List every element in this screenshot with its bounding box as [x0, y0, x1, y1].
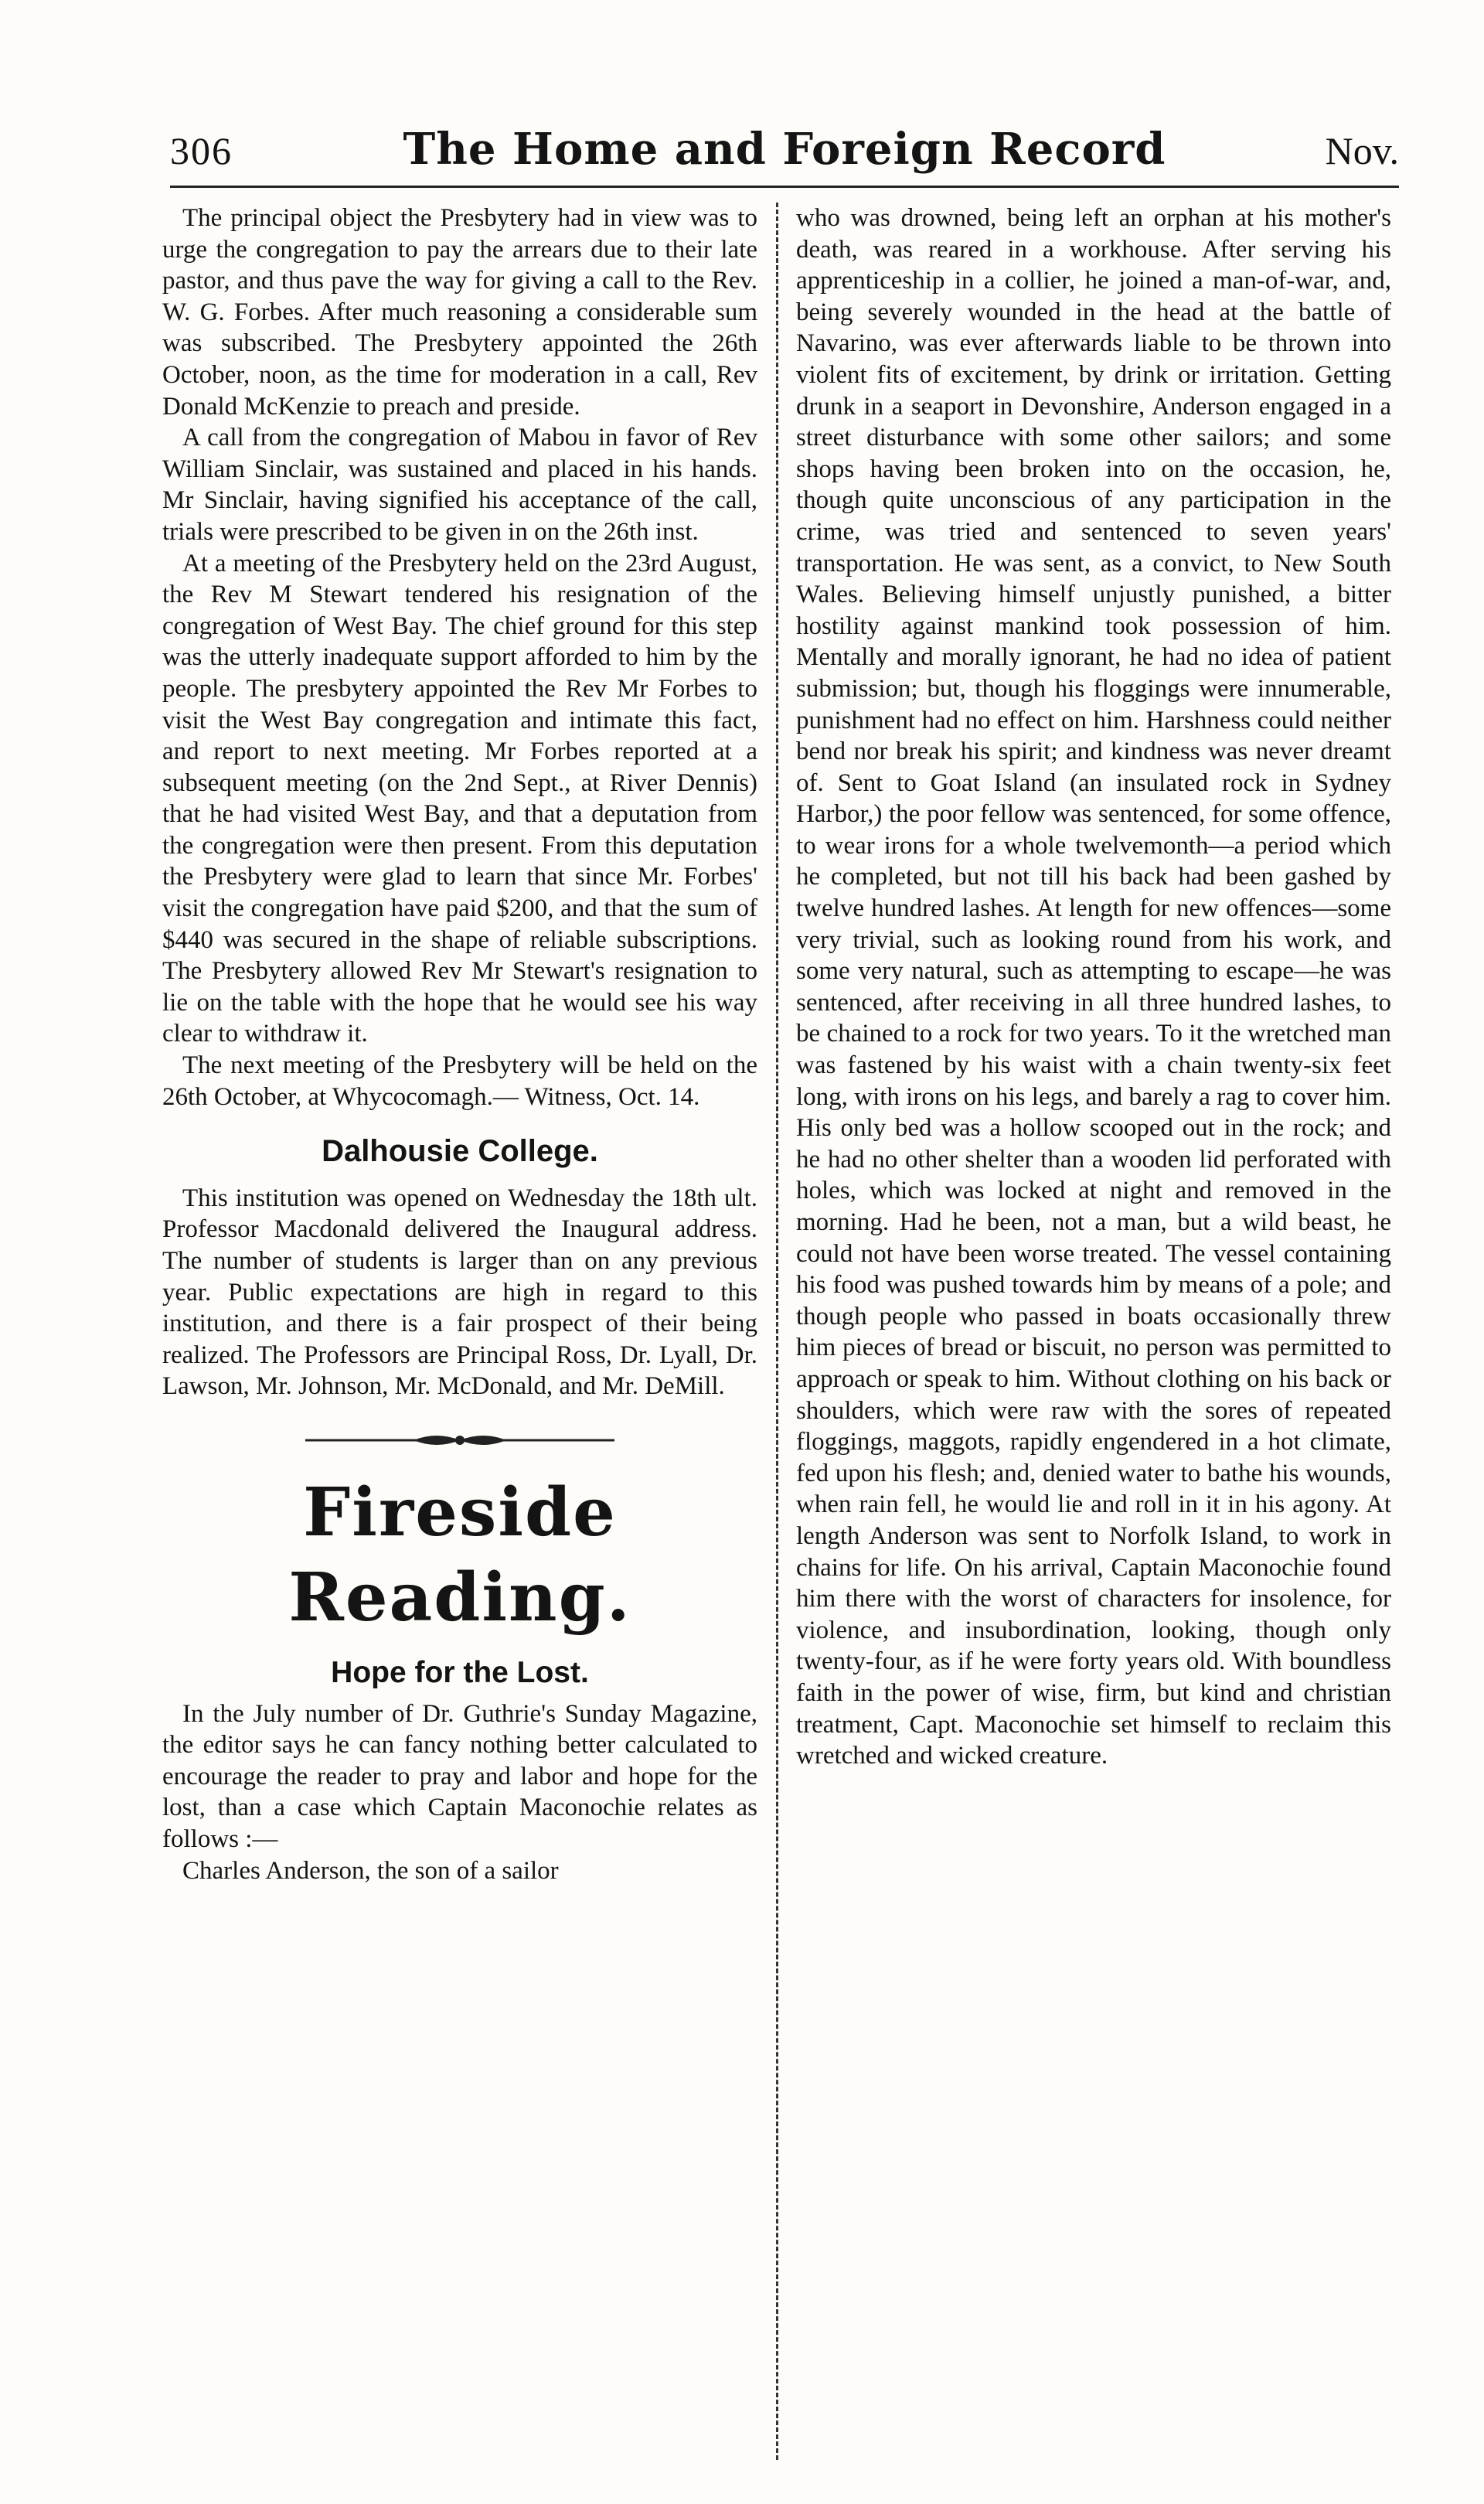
ornament-divider [162, 1429, 757, 1452]
presbytery-paragraph-2: A call from the congregation of Mabou in favor of Rev William Sinclair, was sustained and placed in his hands. Mr Sinclair, having signified his acceptance of the call, trials were prescribed to be given in on the 26th inst. [162, 424, 757, 546]
presbytery-paragraph-3: At a meeting of the Presbytery held on the 23rd August, the Rev M Stewart tendered his resignation of the congregation of West Bay. The chief ground for this step was the utterly inadequate support afforded to him by the people. The presbytery appointed the Rev Mr Forbes to visit the West Bay congregation and intimate this fact, and report to next meeting. Mr Forbes reported at a subsequent meeting (on the 2nd Sept., at River Dennis) that he had visited West Bay, and that a deputation from the congregation were then present. From this deputation the Presbytery were glad to learn that since Mr. Forbes' visit the congregation have paid $200, and that the sum of $440 was secured in the shape of reliable subscriptions. The Presbytery allowed Rev Mr Stewart's resignation to lie on the table with the hope that he would see his way clear to withdraw it. [162, 549, 757, 1048]
right-column [796, 203, 1391, 2450]
journal-title: The Home and Foreign Record [403, 124, 1166, 175]
hope-paragraph-2: Charles Anderson, the son of a sailor [182, 1856, 559, 1885]
left-column [162, 203, 757, 2450]
presbytery-paragraph-1: The principal object the Presbytery had in view was to urge the congregation to pay the arrears due to their late pastor, and thus pave the way for giving a call to the Rev. W. G. Forbes. After much reasoning a considerable sum was subscribed. The Presbytery appointed the 26th October, noon, as the time for moderation in a call, Rev Donald McKenzie to preach and preside. [162, 204, 757, 421]
dalhousie-paragraph: This institution was opened on Wednesday the 18th ult. Professor Macdonald delivered the Inaugural address. The number of students is larger than on any previous year. Public expectations are high in regard to this institution, and there is a fair prospect of their being realized. The Professors are Principal Ross, Dr. Lyall, Dr. Lawson, Mr. Johnson, Mr. McDonald, and Mr. DeMill. [162, 1184, 757, 1401]
ornament-rule-icon [298, 1429, 622, 1452]
section-heading-hope: Hope for the Lost. [331, 1655, 589, 1689]
anderson-story-paragraph: who was drowned, being left an orphan at his mother's death, was reared in a workhouse. After serving his apprenticeship in a collier, he joined a man-of-war, and, being severely wounded in the head at the battle of Navarino, was ever afterwards liable to be thrown into violent fits of excitement, by drink or irritation. Getting drunk in a seaport in Devonshire, Anderson engaged in a street disturbance with some other sailors; and some shops having been broken into on the occasion, he, though quite unconscious of any participation in the crime, was tried and sentenced to seven years' transportation. He was sent, as a convict, to New South Wales. Believing himself unjustly punished, a bitter hostility against mankind took possession of him. Mentally and morally ignorant, he had no idea of patient submission; but, though his floggings were innumerable, punishment had no effect on him. Harshness could neither bend nor break his spirit; and kindness was never dreamt of. Sent to Goat Island (an insulated rock in Sydney Harbor,) the poor fellow was sentenced, for some offence, to wear irons for a whole twelvemonth—a period which he completed, but not till his back had been gashed by twelve hundred lashes. At length for new offences—some very trivial, such as looking round from his work, and some very natural, such as attempting to escape—he was sentenced, after receiving in all three hundred lashes, to be chained to a rock for two years. To it the wretched man was fastened by his waist with a chain twenty-six feet long, with irons on his legs, and barely a rag to cover him. His only bed was a hollow scooped out in the rock; and he had no other shelter than a wooden lid perforated with holes, which was locked at night and removed in the morning. Had he been, not a man, but a wild beast, he could not have been worse treated. The vessel containing his food was pushed towards him by means of a pole; and though people who passed in boats occasionally threw him pieces of bread or biscuit, no person was permitted to approach or speak to him. Without clothing on his back or shoulders, which were raw with the sores of repeated floggings, maggots, rapidly engendered in a hot climate, fed upon his flesh; and, denied water to bathe his wounds, when rain fell, he would lie and roll in it in his agony. At length Anderson was sent to Norfolk Island, to work in chains for life. On his arrival, Captain Maconochie found him there with the worst of characters for insolence, for violence, and insubordination, looking, though only twenty-four, as if he were forty years old. With boundless faith in the power of wise, firm, but kind and christian treatment, Capt. Maconochie set himself to reclaim this wretched and wicked creature. [796, 204, 1391, 1770]
column-divider [776, 203, 778, 2460]
issue-month: Nov. [1325, 129, 1399, 172]
section-heading-dalhousie: Dalhousie College. [322, 1134, 598, 1169]
fireside-reading-heading: Fireside Reading. [288, 1473, 631, 1637]
running-header [170, 116, 1399, 188]
hope-paragraph-1: In the July number of Dr. Guthrie's Sunday Magazine, the editor says he can fancy nothing better calculated to encourage the reader to pray and labor and hope for the lost, than a case which Captain Maconochie relates as follows :— [162, 1699, 757, 1853]
presbytery-paragraph-4: The next meeting of the Presbytery will be held on the 26th October, at Whycocomagh.— Witness, Oct. 14. [162, 1051, 757, 1111]
page-number: 306 [170, 129, 233, 172]
